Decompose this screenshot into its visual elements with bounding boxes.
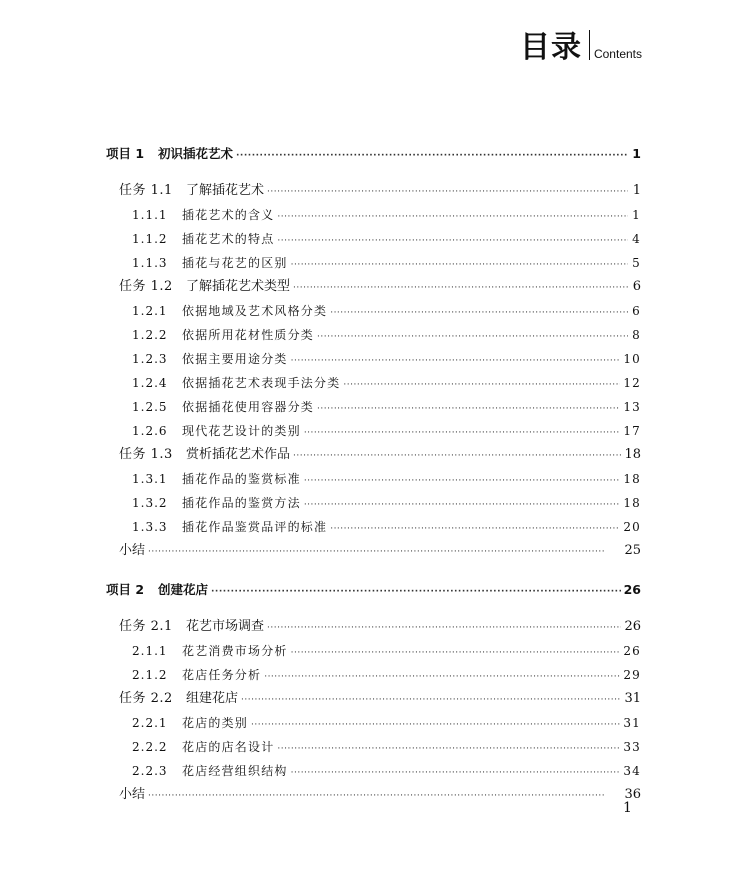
toc-leader-dots [291,761,621,785]
toc-entry-number: 1.3.1 [132,472,168,486]
toc-entry-title: 依据所用花材性质分类 [182,328,315,342]
toc-entry-page: 31 [624,691,641,706]
toc-entry-sub[interactable] [106,203,641,227]
toc-entry-page: 33 [623,740,641,754]
toc-entry-task[interactable] [106,443,641,467]
toc-entry-sub[interactable] [106,371,641,395]
toc-entry-number: 1.2.6 [132,424,168,438]
toc-entry-title: 了解插花艺术 [186,183,265,198]
toc-entry-sub[interactable] [106,323,641,347]
toc-leader-dots [251,713,620,737]
toc-entry-sub[interactable] [106,759,641,783]
toc-entry-sub[interactable] [106,711,641,735]
toc-entry-page: 31 [623,716,641,730]
toc-entry-title: 现代花艺设计的类别 [182,424,301,438]
toc-leader-dots [148,784,621,808]
toc-leader-dots [277,737,620,761]
toc-entry-task[interactable] [106,275,641,299]
toc-entry-page: 6 [632,279,641,294]
toc-entry-number: 2.2.2 [132,740,168,754]
toc-entry-number: 2.1.2 [132,668,168,682]
toc-leader-dots [330,517,620,541]
toc-entry-title: 依据主要用途分类 [182,352,288,366]
toc-header [520,22,642,66]
toc-leader-dots [291,253,628,277]
toc-entry-page: 1 [632,208,641,222]
toc-entry-page: 1 [632,183,641,198]
toc-entry-page: 12 [623,376,641,390]
toc-entry-sub[interactable] [106,395,641,419]
toc-entry-number: 1.2.4 [132,376,168,390]
toc-entry-title: 初识插花艺术 [158,146,234,161]
toc-entry-summary[interactable] [106,783,641,807]
toc-entry-title: 插花艺术的含义 [182,208,275,222]
toc-entry-project[interactable] [106,578,641,602]
toc-entry-page: 26 [623,582,641,597]
toc-entry-title: 花店任务分析 [182,668,262,682]
toc-entry-title: 插花艺术的特点 [182,232,275,246]
toc-leader-dots [267,180,628,204]
toc-leader-dots [304,493,621,517]
toc-entry-page: 4 [632,232,641,246]
toc-entry-page: 5 [632,256,641,270]
toc-entry-page: 18 [624,447,641,462]
toc-entry-number: 1.1.3 [132,256,168,270]
toc-entry-title: 依据插花艺术表现手法分类 [182,376,341,390]
toc-entry-sub[interactable] [106,347,641,371]
toc-entry-title: 组建花店 [186,691,239,706]
toc-entry-sub[interactable] [106,639,641,663]
toc-entry-project[interactable] [106,142,641,166]
toc-leader-dots [236,144,628,168]
toc-entry-title: 创建花店 [158,582,209,597]
toc-entry-number: 1.2.2 [132,328,168,342]
toc-entry-page: 10 [623,352,641,366]
toc-entry-title: 依据地域及艺术风格分类 [182,304,328,318]
toc-entry-title: 依据插花使用容器分类 [182,400,315,414]
page-title: 目录 [519,30,582,65]
toc-entry-title: 小结 [119,787,146,802]
toc-leader-dots [291,641,621,665]
toc-leader-dots [277,229,628,253]
toc-entry-number: 任务 2.1 [119,619,173,634]
toc-entry-sub[interactable] [106,227,641,251]
toc-entry-title: 花店的店名设计 [182,740,275,754]
toc-entry-title: 小结 [119,543,146,558]
toc-entry-title: 插花作品的鉴赏方法 [182,496,301,510]
toc-entry-number: 1.2.5 [132,400,168,414]
toc-leader-dots [293,276,628,300]
toc-entry-page: 13 [623,400,641,414]
toc-entry-sub[interactable] [106,251,641,275]
toc-leader-dots [293,444,621,468]
toc-entry-page: 20 [623,520,641,534]
toc-entry-summary[interactable] [106,539,641,563]
toc-leader-dots [241,688,621,712]
toc-entry-page: 26 [624,619,641,634]
toc-entry-task[interactable] [106,687,641,711]
toc-leader-dots [264,665,620,689]
toc-entry-page: 26 [623,644,641,658]
toc-entry-number: 2.2.1 [132,716,168,730]
toc-entry-sub[interactable] [106,735,641,759]
toc-entry-page: 36 [624,787,641,802]
toc-leader-dots [291,349,621,373]
toc-entry-sub[interactable] [106,299,641,323]
toc-entry-number: 任务 2.2 [119,691,173,706]
toc-entry-page: 29 [623,668,641,682]
toc-entry-title: 赏析插花艺术作品 [186,447,291,462]
title-divider [589,30,590,60]
toc-entry-number: 1.2.3 [132,352,168,366]
toc-entry-sub[interactable] [106,515,641,539]
toc-leader-dots [330,301,628,325]
toc-entry-title: 插花作品鉴赏品评的标准 [182,520,328,534]
toc-entry-page: 6 [632,304,641,318]
toc-entry-page: 18 [623,496,641,510]
toc-entry-sub[interactable] [106,663,641,687]
toc-entry-page: 1 [632,146,641,161]
toc-leader-dots [267,616,621,640]
toc-entry-number: 任务 1.1 [119,183,173,198]
toc-entry-title: 花店经营组织结构 [182,764,288,778]
toc-entry-page: 34 [623,764,641,778]
table-of-contents [106,142,641,807]
page-subtitle: Contents [593,47,642,61]
toc-entry-page: 25 [624,543,641,558]
toc-leader-dots [148,540,621,564]
toc-entry-page: 18 [623,472,641,486]
toc-entry-title: 插花与花艺的区别 [182,256,288,270]
toc-entry-sub[interactable] [106,491,641,515]
toc-entry-number: 1.1.1 [132,208,168,222]
toc-leader-dots [304,469,621,493]
toc-entry-task[interactable] [106,615,641,639]
toc-leader-dots [304,421,621,445]
toc-leader-dots [317,325,628,349]
toc-entry-page: 8 [632,328,641,342]
toc-entry-number: 1.1.2 [132,232,168,246]
toc-entry-number: 1.3.2 [132,496,168,510]
toc-entry-number: 项目 2 [106,582,145,597]
toc-entry-number: 项目 1 [106,146,145,161]
toc-entry-sub[interactable] [106,467,641,491]
toc-entry-task[interactable] [106,179,641,203]
toc-entry-title: 插花作品的鉴赏标准 [182,472,301,486]
toc-entry-title: 花艺市场调查 [186,619,265,634]
toc-entry-number: 1.2.1 [132,304,168,318]
toc-entry-title: 花店的类别 [182,716,249,730]
toc-entry-number: 任务 1.2 [119,279,173,294]
toc-leader-dots [343,373,620,397]
toc-leader-dots [211,580,621,604]
toc-leader-dots [277,205,628,229]
toc-entry-page: 17 [623,424,641,438]
toc-entry-title: 了解插花艺术类型 [186,279,291,294]
toc-entry-sub[interactable] [106,419,641,443]
toc-entry-number: 2.2.3 [132,764,168,778]
toc-leader-dots [317,397,620,421]
page-number: 1 [623,800,632,816]
toc-entry-title: 花艺消费市场分析 [182,644,288,658]
toc-entry-number: 任务 1.3 [119,447,173,462]
toc-entry-number: 2.1.1 [132,644,168,658]
toc-entry-number: 1.3.3 [132,520,168,534]
